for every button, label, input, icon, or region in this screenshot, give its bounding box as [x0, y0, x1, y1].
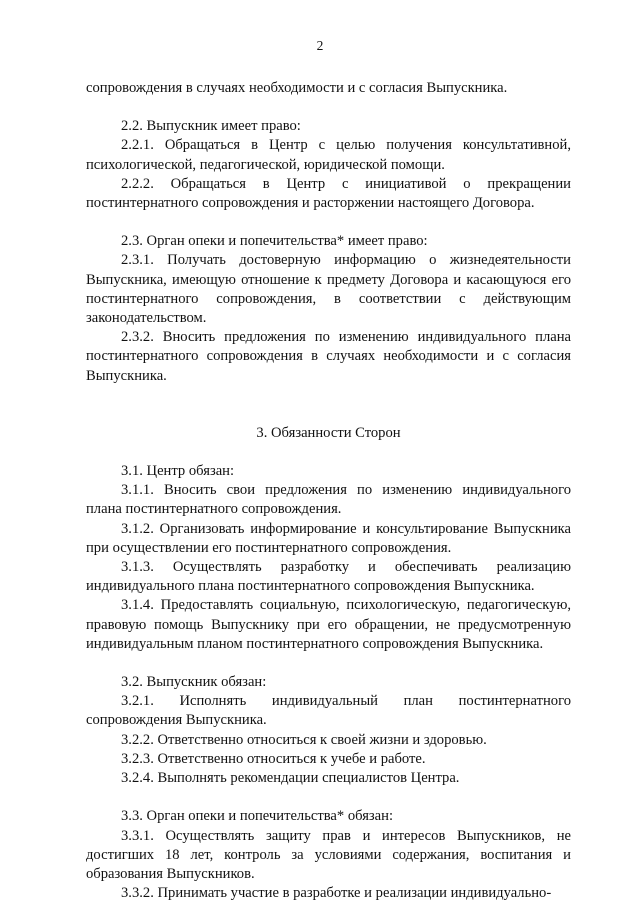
- clause-3-2-2: 3.2.2. Ответственно относиться к своей жизни и здоровью.: [121, 731, 487, 748]
- clause-3-3: 3.3. Орган опеки и попечительства* обязан:: [121, 808, 394, 825]
- spacer: [86, 213, 571, 232]
- spacer: [86, 654, 571, 673]
- page-number: 2: [316, 38, 324, 53]
- clause-3-2-3: 3.2.3. Ответственно относиться к учебе и работе.: [121, 750, 426, 767]
- paragraph-continuation: сопровождения в случаях необходимости и с согласия Выпускника.: [86, 80, 508, 96]
- clause-2-2-1: 2.2.1. Обращаться в Центр с целью получения консультативной, психологической, педагогической, юридической помощи.: [86, 137, 571, 173]
- spacer: [86, 443, 571, 462]
- clause-3-3-2: 3.3.2. Принимать участие в разработке и реализации индивидуально-: [121, 885, 552, 902]
- clause-2-3-1: 2.3.1. Получать достоверную информацию о жизнедеятельности Выпускника, имеющую отношение к предмету Договора и касающуюся его постинтернатного сопровождения, в соответствии с действующим законодательством.: [86, 252, 571, 327]
- clause-3-1-4: 3.1.4. Предоставлять социальную, психологическую, педагогическую, правовую помощь Выпускнику при его обращении, не предусмотренную индивидуальным планом постинтернатного сопровождения Выпускника.: [86, 597, 571, 652]
- clause-2-2-2: 2.2.2. Обращаться в Центр с инициативой о прекращении постинтернатного сопровождения и расторжении настоящего Договора.: [86, 175, 571, 212]
- clause-3-2: 3.2. Выпускник обязан:: [121, 674, 267, 691]
- clause-2-3-2: 2.3.2. Вносить предложения по изменению индивидуального плана постинтернатного сопровождения в случаях необходимости и с согласия Выпускника.: [86, 329, 571, 384]
- document-body: [86, 79, 571, 903]
- clause-3-1: 3.1. Центр обязан:: [121, 463, 235, 480]
- spacer: [86, 788, 571, 807]
- section-heading-3: 3. Обязанности Сторон: [256, 424, 401, 441]
- clause-3-1-1: 3.1.1. Вносить свои предложения по изменению индивидуального плана постинтернатного сопровождения.: [86, 482, 571, 518]
- clause-3-1-2: 3.1.2. Организовать информирование и консультирование Выпускника при осуществлении его постинтернатного сопровождения.: [86, 520, 571, 556]
- spacer: [86, 98, 571, 117]
- clause-2-3: 2.3. Орган опеки и попечительства* имеет право:: [121, 233, 428, 250]
- clause-3-2-4: 3.2.4. Выполнять рекомендации специалистов Центра.: [121, 770, 460, 787]
- clause-3-1-3: 3.1.3. Осуществлять разработку и обеспечивать реализацию индивидуального плана постинтернатного сопровождения Выпускника.: [86, 559, 571, 595]
- clause-3-2-1: 3.2.1. Исполнять индивидуальный план постинтернатного сопровождения Выпускника.: [86, 693, 571, 729]
- clause-3-3-1: 3.3.1. Осуществлять защиту прав и интересов Выпускников, не достигших 18 лет, контроль за условиями содержания, воспитания и образования Выпускников.: [86, 827, 571, 882]
- clause-2-2: 2.2. Выпускник имеет право:: [121, 118, 301, 135]
- spacer: [86, 386, 571, 424]
